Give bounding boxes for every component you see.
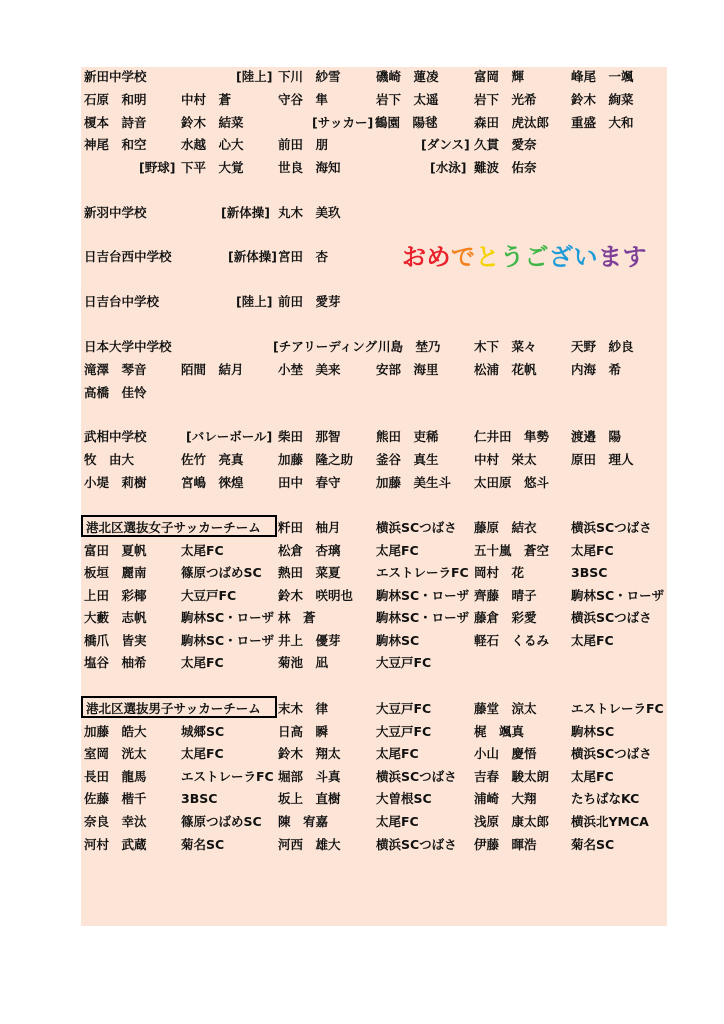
student-name: 仁井田 隼勢: [474, 429, 550, 444]
player-name: 松倉 杏璃: [278, 543, 341, 558]
player-name: 鈴木 翔太: [278, 746, 341, 761]
club-name: 太尾FC: [181, 655, 224, 670]
player-name: 坂上 直樹: [278, 791, 341, 806]
student-name: 神尾 和空: [84, 137, 147, 152]
player-name: 塩谷 柚希: [84, 655, 147, 670]
category-label: [野球]: [139, 160, 176, 175]
player-name: 齊藤 晴子: [474, 588, 537, 603]
congrats-char: お: [402, 243, 427, 271]
club-name: 横浜SCつばさ: [571, 520, 652, 535]
club-name: 太尾FC: [181, 746, 224, 761]
club-name: 城郷SC: [181, 724, 225, 739]
club-name: 横浜SCつばさ: [376, 769, 457, 784]
category-label: [陸上]: [236, 294, 273, 309]
category-label: [新体操]: [221, 205, 270, 220]
category-label: [水泳]: [430, 160, 467, 175]
student-name: 重盛 大和: [571, 115, 634, 130]
player-name: 河西 雄大: [278, 837, 341, 852]
player-name: 鈴木 咲明也: [278, 588, 354, 603]
student-name: 小堤 莉樹: [84, 475, 147, 490]
player-name: 奈良 幸汰: [84, 814, 147, 829]
player-name: 五十嵐 蒼空: [474, 543, 550, 558]
student-name: 釜谷 真生: [376, 452, 439, 467]
student-name: 渡邉 陽: [571, 429, 622, 444]
player-name: 陳 宥嘉: [278, 814, 329, 829]
player-name: 河村 武蔵: [84, 837, 147, 852]
student-name: 柴田 那智: [278, 429, 341, 444]
player-name: 藤原 結衣: [474, 520, 537, 535]
club-name: 横浜SCつばさ: [376, 837, 457, 852]
club-name: 大豆戸FC: [376, 655, 432, 670]
player-name: 室岡 洸太: [84, 746, 147, 761]
student-name: 木下 菜々: [474, 339, 537, 354]
student-name: 榎本 詩音: [84, 115, 147, 130]
club-name: 太尾FC: [376, 543, 419, 558]
student-name: 下平 大覚: [181, 160, 244, 175]
club-name: エストレーラFC: [571, 701, 664, 716]
student-name: 高橋 佳怜: [84, 385, 147, 400]
player-name: 日高 瞬: [278, 724, 329, 739]
player-name: 梶 颯真: [474, 724, 525, 739]
category-label: [バレーボール]: [186, 429, 273, 444]
student-name: 宮田 杏: [278, 249, 329, 264]
school-name: 日吉台西中学校: [84, 249, 172, 264]
student-name: 磯崎 蓮凌: [376, 69, 439, 84]
club-name: 3BSC: [181, 791, 218, 806]
player-name: 岡村 花: [474, 565, 525, 580]
club-name: 駒林SC・ローザ: [181, 633, 275, 648]
student-name: 松浦 花帆: [474, 362, 537, 377]
student-name: 中村 栄太: [474, 452, 537, 467]
club-name: 駒林SC・ローザ: [571, 588, 665, 603]
category-label: [陸上]: [236, 69, 273, 84]
player-name: 末木 律: [278, 701, 329, 716]
congrats-char: と: [475, 243, 500, 271]
category-label: [ダンス]: [421, 137, 470, 152]
student-name: 難波 佑奈: [474, 160, 537, 175]
club-name: たちばなKC: [571, 791, 640, 806]
club-name: エストレーラFC: [181, 769, 274, 784]
player-name: 藤堂 涼太: [474, 701, 537, 716]
congrats-char: ざ: [549, 243, 574, 271]
student-name: 下川 紗雪: [278, 69, 341, 84]
student-name: 陌間 結月: [181, 362, 244, 377]
club-name: 横浜SCつばさ: [571, 610, 652, 625]
player-name: 井上 優芽: [278, 633, 341, 648]
congrats-char: ご: [524, 243, 549, 271]
student-name: 峰尾 一颯: [571, 69, 634, 84]
player-name: 林 蒼: [278, 610, 316, 625]
student-name: 内海 希: [571, 362, 622, 377]
player-name: 菊池 凪: [278, 655, 329, 670]
results-sheet: [81, 67, 667, 926]
player-name: 藤倉 彩愛: [474, 610, 537, 625]
student-name: 宮嶋 徠煌: [181, 475, 244, 490]
club-name: 菊名SC: [181, 837, 225, 852]
student-name: 中村 蒼: [181, 92, 232, 107]
club-name: 太尾FC: [181, 543, 224, 558]
club-name: 大曽根SC: [376, 791, 432, 806]
congrats-char: い: [573, 243, 598, 271]
club-name: 太尾FC: [571, 543, 614, 558]
club-name: 太尾FC: [376, 746, 419, 761]
club-name: 駒林SC・ローザ: [181, 610, 275, 625]
player-name: 小山 慶悟: [474, 746, 537, 761]
student-name: 水越 心大: [181, 137, 244, 152]
team-name-box: 港北区選抜女子サッカーチーム: [81, 515, 277, 537]
school-name: 新田中学校: [84, 69, 147, 84]
student-name: 熊田 吏稀: [376, 429, 439, 444]
club-name: 大豆戸FC: [376, 724, 432, 739]
congrats-char: す: [622, 243, 647, 271]
student-name: 川島 埜乃: [378, 339, 441, 354]
player-name: 大藪 志帆: [84, 610, 147, 625]
student-name: 滝澤 琴音: [84, 362, 147, 377]
club-name: 横浜北YMCA: [571, 814, 649, 829]
student-name: 加藤 美生斗: [376, 475, 452, 490]
student-name: 前田 朋: [278, 137, 329, 152]
club-name: 駒林SC: [571, 724, 615, 739]
school-name: 日本大学中学校: [84, 339, 172, 354]
congratulations-banner: [402, 240, 647, 274]
player-name: 浅原 康太郎: [474, 814, 550, 829]
student-name: 岩下 光希: [474, 92, 537, 107]
player-name: 堀部 斗真: [278, 769, 341, 784]
student-name: 岩下 太遥: [376, 92, 439, 107]
player-name: 吉春 駿太朗: [474, 769, 550, 784]
club-name: 駒林SC・ローザ: [376, 610, 470, 625]
student-name: 佐竹 亮真: [181, 452, 244, 467]
student-name: 丸木 美玖: [278, 205, 341, 220]
student-name: 小埜 美来: [278, 362, 341, 377]
school-name: 新羽中学校: [84, 205, 147, 220]
club-name: 大豆戸FC: [376, 701, 432, 716]
student-name: 天野 紗良: [571, 339, 634, 354]
school-name: 武相中学校: [84, 429, 147, 444]
player-name: 粁田 柚月: [278, 520, 341, 535]
student-name: 守谷 隼: [278, 92, 329, 107]
club-name: 3BSC: [571, 565, 608, 580]
student-name: 田中 春守: [278, 475, 341, 490]
student-name: 前田 愛芽: [278, 294, 341, 309]
congrats-char: で: [451, 243, 476, 271]
student-name: 鈴木 絢菜: [571, 92, 634, 107]
club-name: 駒林SC: [376, 633, 420, 648]
player-name: 富田 夏帆: [84, 543, 147, 558]
student-name: 原田 理人: [571, 452, 634, 467]
player-name: 橋爪 皆実: [84, 633, 147, 648]
category-label: [チアリーディング: [273, 339, 377, 354]
team-name-box: 港北区選抜男子サッカーチーム: [81, 696, 277, 718]
player-name: 上田 彩椰: [84, 588, 147, 603]
club-name: 太尾FC: [376, 814, 419, 829]
player-name: 佐藤 楷千: [84, 791, 147, 806]
player-name: 浦崎 大翔: [474, 791, 537, 806]
club-name: 太尾FC: [571, 769, 614, 784]
student-name: 世良 海知: [278, 160, 341, 175]
student-name: 久貫 愛奈: [474, 137, 537, 152]
player-name: 熱田 菜夏: [278, 565, 341, 580]
congrats-char: め: [426, 243, 451, 271]
club-name: 篠原つばめSC: [181, 814, 262, 829]
club-name: 篠原つばめSC: [181, 565, 262, 580]
player-name: 板垣 麗南: [84, 565, 147, 580]
student-name: 鈴木 結菜: [181, 115, 244, 130]
student-name: 牧 由大: [84, 452, 135, 467]
category-label: [サッカー]: [312, 115, 374, 130]
congrats-char: う: [500, 243, 525, 271]
student-name: 鶴園 陽毬: [375, 115, 438, 130]
student-name: 太田原 悠斗: [474, 475, 550, 490]
player-name: 加藤 皓大: [84, 724, 147, 739]
player-name: 長田 龍馬: [84, 769, 147, 784]
student-name: 安部 海里: [376, 362, 439, 377]
category-label: [新体操]: [228, 249, 277, 264]
club-name: 横浜SCつばさ: [571, 746, 652, 761]
club-name: 大豆戸FC: [181, 588, 237, 603]
school-name: 日吉台中学校: [84, 294, 160, 309]
student-name: 石原 和明: [84, 92, 147, 107]
player-name: 軽石 くるみ: [474, 633, 550, 648]
club-name: 横浜SCつばさ: [376, 520, 457, 535]
student-name: 加藤 隆之助: [278, 452, 354, 467]
player-name: 伊藤 暉浩: [474, 837, 537, 852]
congrats-char: ま: [598, 243, 623, 271]
student-name: 富岡 輝: [474, 69, 525, 84]
club-name: 太尾FC: [571, 633, 614, 648]
club-name: エストレーラFC: [376, 565, 469, 580]
club-name: 菊名SC: [571, 837, 615, 852]
student-name: 森田 虎汰郎: [474, 115, 550, 130]
club-name: 駒林SC・ローザ: [376, 588, 470, 603]
